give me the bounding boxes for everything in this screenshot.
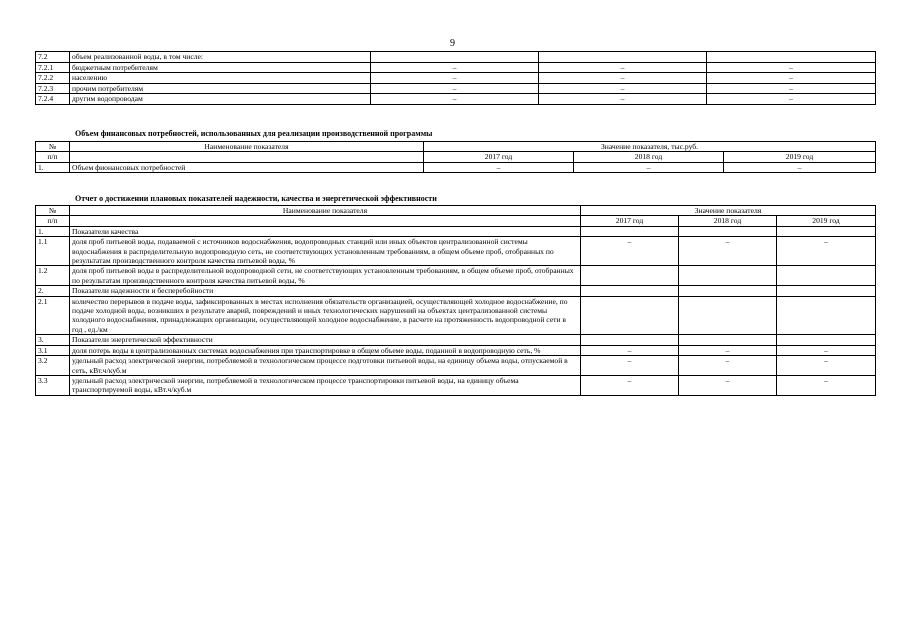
- row-name: Показатели надежности и бесперебойности: [70, 286, 581, 296]
- row-number: 1.2: [36, 266, 70, 286]
- row-name: прочим потребителям: [70, 83, 371, 94]
- indicators-report-table: [35, 205, 876, 396]
- row-number: 7.2.2: [36, 73, 70, 84]
- value-2017: –: [371, 83, 539, 94]
- value-2019: [777, 286, 876, 296]
- row-number: 3.3: [36, 375, 70, 395]
- row-name: количество перерывов в подаче воды, зафиксированных в местах исполнения обязательств организацией, осуществляющей холодное водоснабжение, по подаче холодной воды, возникших в результате аварий, повреждений и иных технологических нарушений на объектах централизованной системы холодного водоснабжения, принадлежащих организации, осуществляющей холодное водоснабжение, в расчете на протяженность водопроводной сети в год , ед./км: [70, 296, 581, 335]
- row-number: 7.2.3: [36, 83, 70, 94]
- table-row: [36, 83, 876, 94]
- value-2019: [707, 52, 876, 63]
- table-row: [36, 375, 876, 395]
- table-row: [36, 73, 876, 84]
- row-name: доля потерь воды в централизованных системах водоснабжения при транспортировке в общем объеме воды, поданной в водопроводную сеть, %: [70, 345, 581, 355]
- header-year: 2018 год: [574, 152, 724, 162]
- table-row: [36, 52, 876, 63]
- row-name: населению: [70, 73, 371, 84]
- row-name: объем реализованной воды, в том числе:: [70, 52, 371, 63]
- section-title-financial-needs: Объем финансовых потребностей, использованных для реализации производственной программы: [75, 129, 433, 138]
- header-num-sub: п/п: [36, 216, 70, 226]
- header-name-empty: [70, 216, 581, 226]
- row-name: Показатели качества: [70, 226, 581, 236]
- value-2018: –: [539, 94, 707, 105]
- value-2017: –: [581, 375, 679, 395]
- value-2018: –: [679, 356, 777, 376]
- table-row: [36, 226, 876, 236]
- value-2018: [679, 286, 777, 296]
- header-year: 2017 год: [424, 152, 574, 162]
- value-2017: –: [581, 237, 679, 266]
- row-number: 3.2: [36, 356, 70, 376]
- table-row: [36, 345, 876, 355]
- value-2019: –: [777, 237, 876, 266]
- value-2019: [777, 335, 876, 345]
- table-row: [36, 296, 876, 335]
- value-2018: –: [679, 237, 777, 266]
- water-realization-table: [35, 51, 876, 105]
- financial-needs-table: [35, 141, 876, 173]
- row-number: 7.2.1: [36, 62, 70, 73]
- table-row: [36, 335, 876, 345]
- row-number: 7.2: [36, 52, 70, 63]
- row-number: 3.1: [36, 345, 70, 355]
- row-number: 2.1: [36, 296, 70, 335]
- section-title-indicators-report: Отчет о достижении плановых показателей надежности, качества и энергетической эффективности: [75, 194, 437, 203]
- row-name: бюджетным потребителям: [70, 62, 371, 73]
- value-2017: –: [371, 94, 539, 105]
- table-row: [36, 94, 876, 105]
- table-row: [36, 356, 876, 376]
- value-2018: –: [574, 162, 724, 172]
- row-name: доля проб питьевой воды, подаваемой с источников водоснабжения, водопроводных станций или иных объектов централизованной системы водоснабжения в распределительную водопроводную сеть, не соответствующих установленным требованиям, в общем объеме проб, отобранных по результатам производственного контроля качества питьевой воды, %: [70, 237, 581, 266]
- table-row: [36, 62, 876, 73]
- value-2018: –: [679, 375, 777, 395]
- header-name: Наименование показателя: [70, 142, 424, 152]
- value-2019: –: [707, 73, 876, 84]
- value-2018: –: [539, 83, 707, 94]
- value-2017: –: [424, 162, 574, 172]
- value-2019: [777, 296, 876, 335]
- header-num: №: [36, 206, 70, 216]
- row-number: 1.: [36, 226, 70, 236]
- value-2019: –: [707, 83, 876, 94]
- row-name: Объем фионансовых потребностей: [70, 162, 424, 172]
- value-2019: [777, 266, 876, 286]
- value-2018: [679, 335, 777, 345]
- row-number: 7.2.4: [36, 94, 70, 105]
- value-2018: –: [539, 62, 707, 73]
- table-row: [36, 162, 876, 172]
- value-2019: –: [724, 162, 876, 172]
- table-row: [36, 266, 876, 286]
- header-year: 2019 год: [724, 152, 876, 162]
- value-2017: –: [371, 73, 539, 84]
- value-2018: –: [679, 345, 777, 355]
- header-value: Значение показателя: [581, 206, 876, 216]
- row-number: 2.: [36, 286, 70, 296]
- value-2017: –: [371, 62, 539, 73]
- header-value: Значение показателя, тыс.руб.: [424, 142, 876, 152]
- value-2017: [371, 52, 539, 63]
- value-2017: –: [581, 345, 679, 355]
- row-number: 1.1: [36, 237, 70, 266]
- row-name: Показатели энергетической эффективности: [70, 335, 581, 345]
- value-2019: –: [707, 62, 876, 73]
- row-number: 3.: [36, 335, 70, 345]
- header-num: №: [36, 142, 70, 152]
- value-2017: [581, 266, 679, 286]
- row-number: 1.: [36, 162, 70, 172]
- row-name: удельный расход электрической энергии, потребляемой в технологическом процессе подготовки питьевой воды, на единицу объема воды, отпускаемой в сеть, кВт.ч/куб.м: [70, 356, 581, 376]
- value-2017: [581, 286, 679, 296]
- value-2019: –: [777, 345, 876, 355]
- value-2018: [679, 296, 777, 335]
- header-year: 2017 год: [581, 216, 679, 226]
- header-num-sub: п/п: [36, 152, 70, 162]
- page-number: 9: [450, 38, 455, 49]
- value-2019: –: [707, 94, 876, 105]
- value-2017: [581, 335, 679, 345]
- table-row: [36, 237, 876, 266]
- header-year: 2018 год: [679, 216, 777, 226]
- value-2017: [581, 226, 679, 236]
- value-2017: [581, 296, 679, 335]
- header-name-empty: [70, 152, 424, 162]
- table-row: [36, 286, 876, 296]
- value-2018: [679, 226, 777, 236]
- value-2019: –: [777, 375, 876, 395]
- value-2018: –: [539, 73, 707, 84]
- row-name: другим водопроводам: [70, 94, 371, 105]
- value-2018: [539, 52, 707, 63]
- row-name: удельный расход электрической энергии, потребляемой в технологическом процессе транспортировки питьевой воды, на единицу объема транспортируемой воды, кВт.ч/куб.м: [70, 375, 581, 395]
- header-year: 2019 год: [777, 216, 876, 226]
- value-2019: –: [777, 356, 876, 376]
- value-2019: [777, 226, 876, 236]
- value-2018: [679, 266, 777, 286]
- header-name: Наименование показателя: [70, 206, 581, 216]
- row-name: доля проб питьевой воды в распределительной водопроводной сети, не соответствующих установленным требованиям, в общем объеме проб, отобранных по результатам производственного контроля качества питьевой воды, %: [70, 266, 581, 286]
- value-2017: –: [581, 356, 679, 376]
